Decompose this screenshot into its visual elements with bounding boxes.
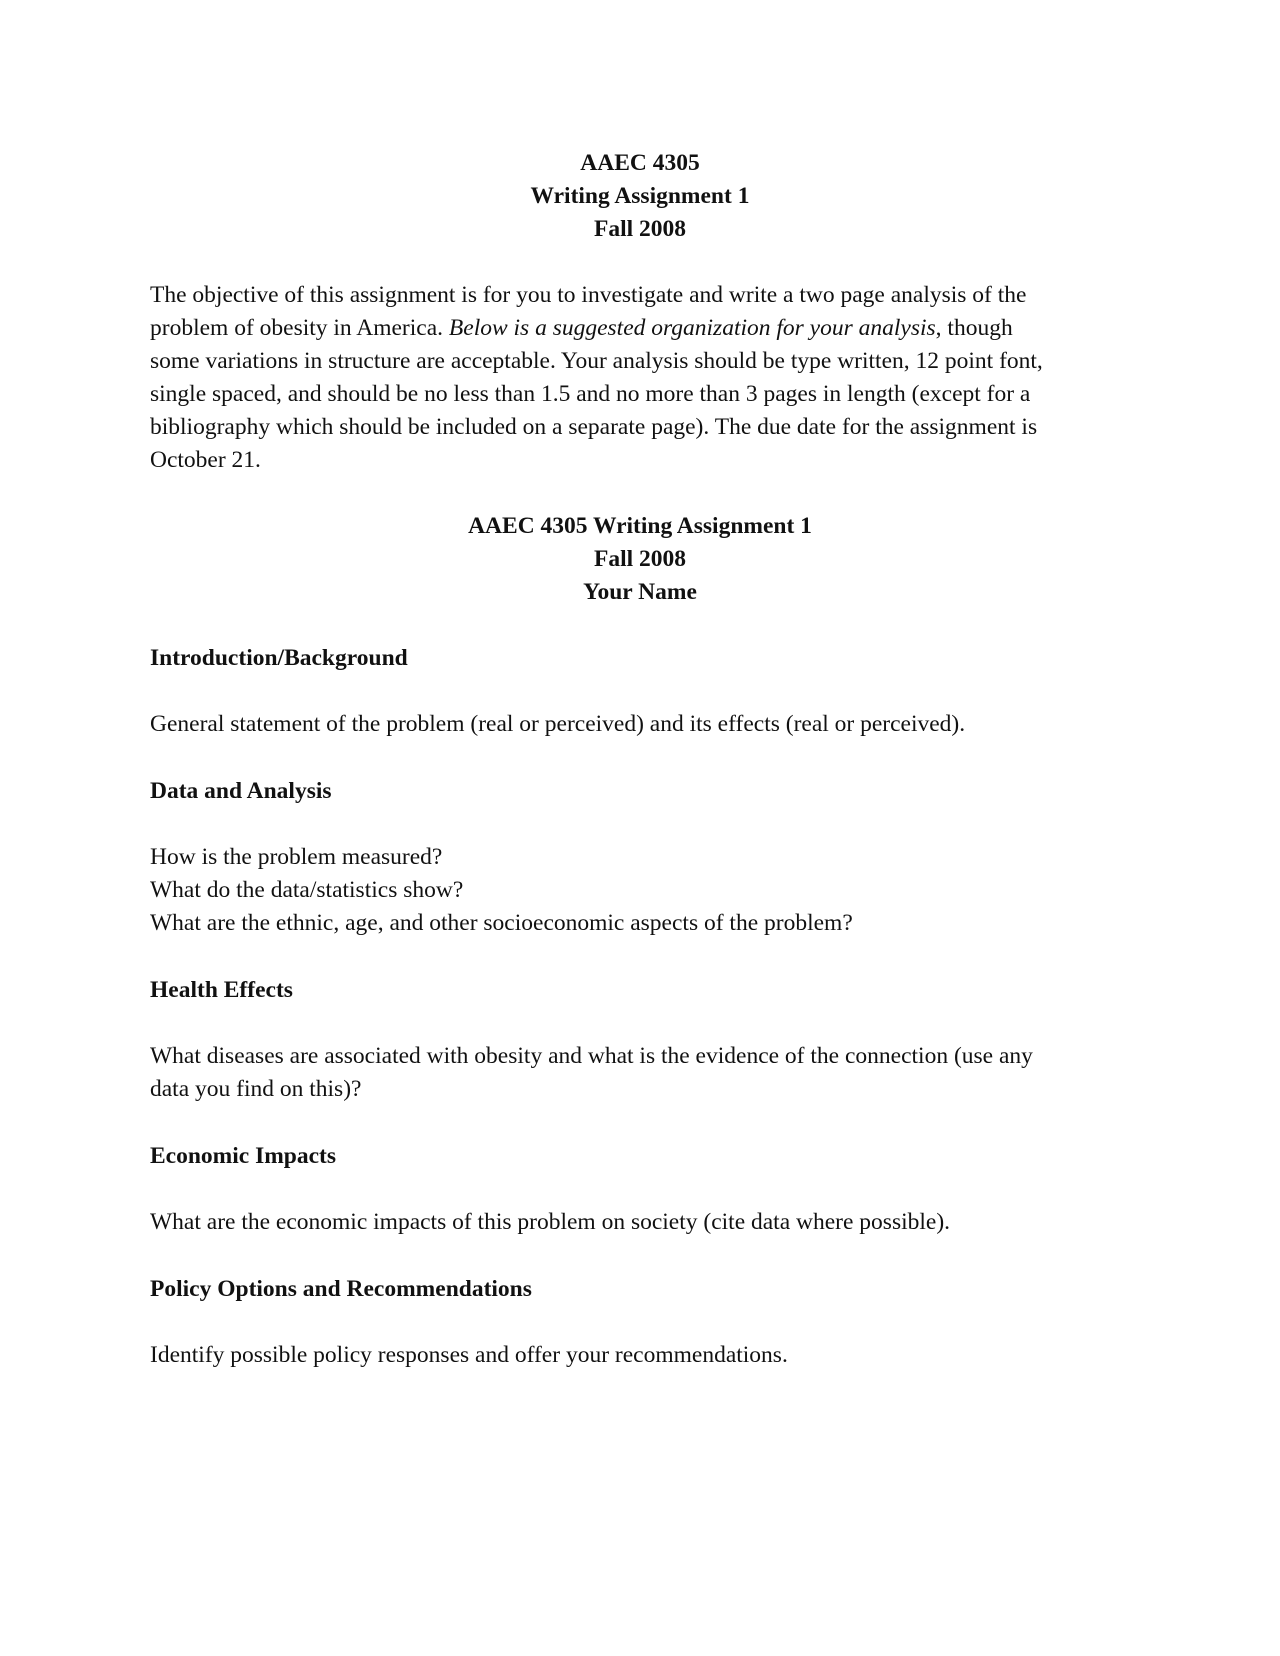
section-text-introduction: General statement of the problem (real or perceived) and its effects (real or perceived). bbox=[150, 711, 966, 737]
template-name: Your Name bbox=[583, 579, 697, 605]
intro-paragraph-line: bibliography which should be included on a separate page). The due date for the assignment is bbox=[150, 414, 1038, 440]
intro-text-italic: Below is a suggested organization for your analysis bbox=[448, 315, 936, 341]
data-question: What are the ethnic, age, and other socioeconomic aspects of the problem? bbox=[150, 910, 853, 936]
intro-text-tail: , though bbox=[935, 315, 1013, 341]
section-text-health: data you find on this)? bbox=[150, 1076, 362, 1102]
intro-text-plain: problem of obesity in America. bbox=[150, 315, 449, 341]
section-heading-economic: Economic Impacts bbox=[150, 1143, 337, 1169]
data-question: How is the problem measured? bbox=[150, 844, 443, 870]
course-code: AAEC 4305 bbox=[580, 150, 700, 176]
data-question: What do the data/statistics show? bbox=[150, 877, 464, 903]
intro-paragraph-line: The objective of this assignment is for you to investigate and write a two page analysis of the bbox=[150, 282, 1027, 308]
intro-paragraph-line: single spaced, and should be no less than 1.5 and no more than 3 pages in length (except for a bbox=[150, 381, 1031, 407]
assignment-title: Writing Assignment 1 bbox=[530, 183, 750, 209]
section-heading-introduction: Introduction/Background bbox=[150, 645, 408, 671]
section-heading-health: Health Effects bbox=[150, 977, 293, 1003]
section-text-policy: Identify possible policy responses and offer your recommendations. bbox=[150, 1342, 788, 1368]
template-title: AAEC 4305 Writing Assignment 1 bbox=[468, 513, 812, 539]
template-term: Fall 2008 bbox=[593, 546, 687, 572]
intro-paragraph-line: some variations in structure are acceptable. Your analysis should be type written, 12 point font, bbox=[150, 348, 1043, 374]
term: Fall 2008 bbox=[593, 216, 687, 242]
section-heading-data: Data and Analysis bbox=[150, 778, 332, 804]
section-heading-policy: Policy Options and Recommendations bbox=[150, 1276, 532, 1302]
section-text-health: What diseases are associated with obesity and what is the evidence of the connection (use any bbox=[150, 1043, 1033, 1069]
section-text-economic: What are the economic impacts of this problem on society (cite data where possible). bbox=[150, 1209, 951, 1235]
intro-paragraph-line bbox=[150, 312, 1013, 345]
intro-paragraph-line: October 21. bbox=[150, 447, 261, 473]
